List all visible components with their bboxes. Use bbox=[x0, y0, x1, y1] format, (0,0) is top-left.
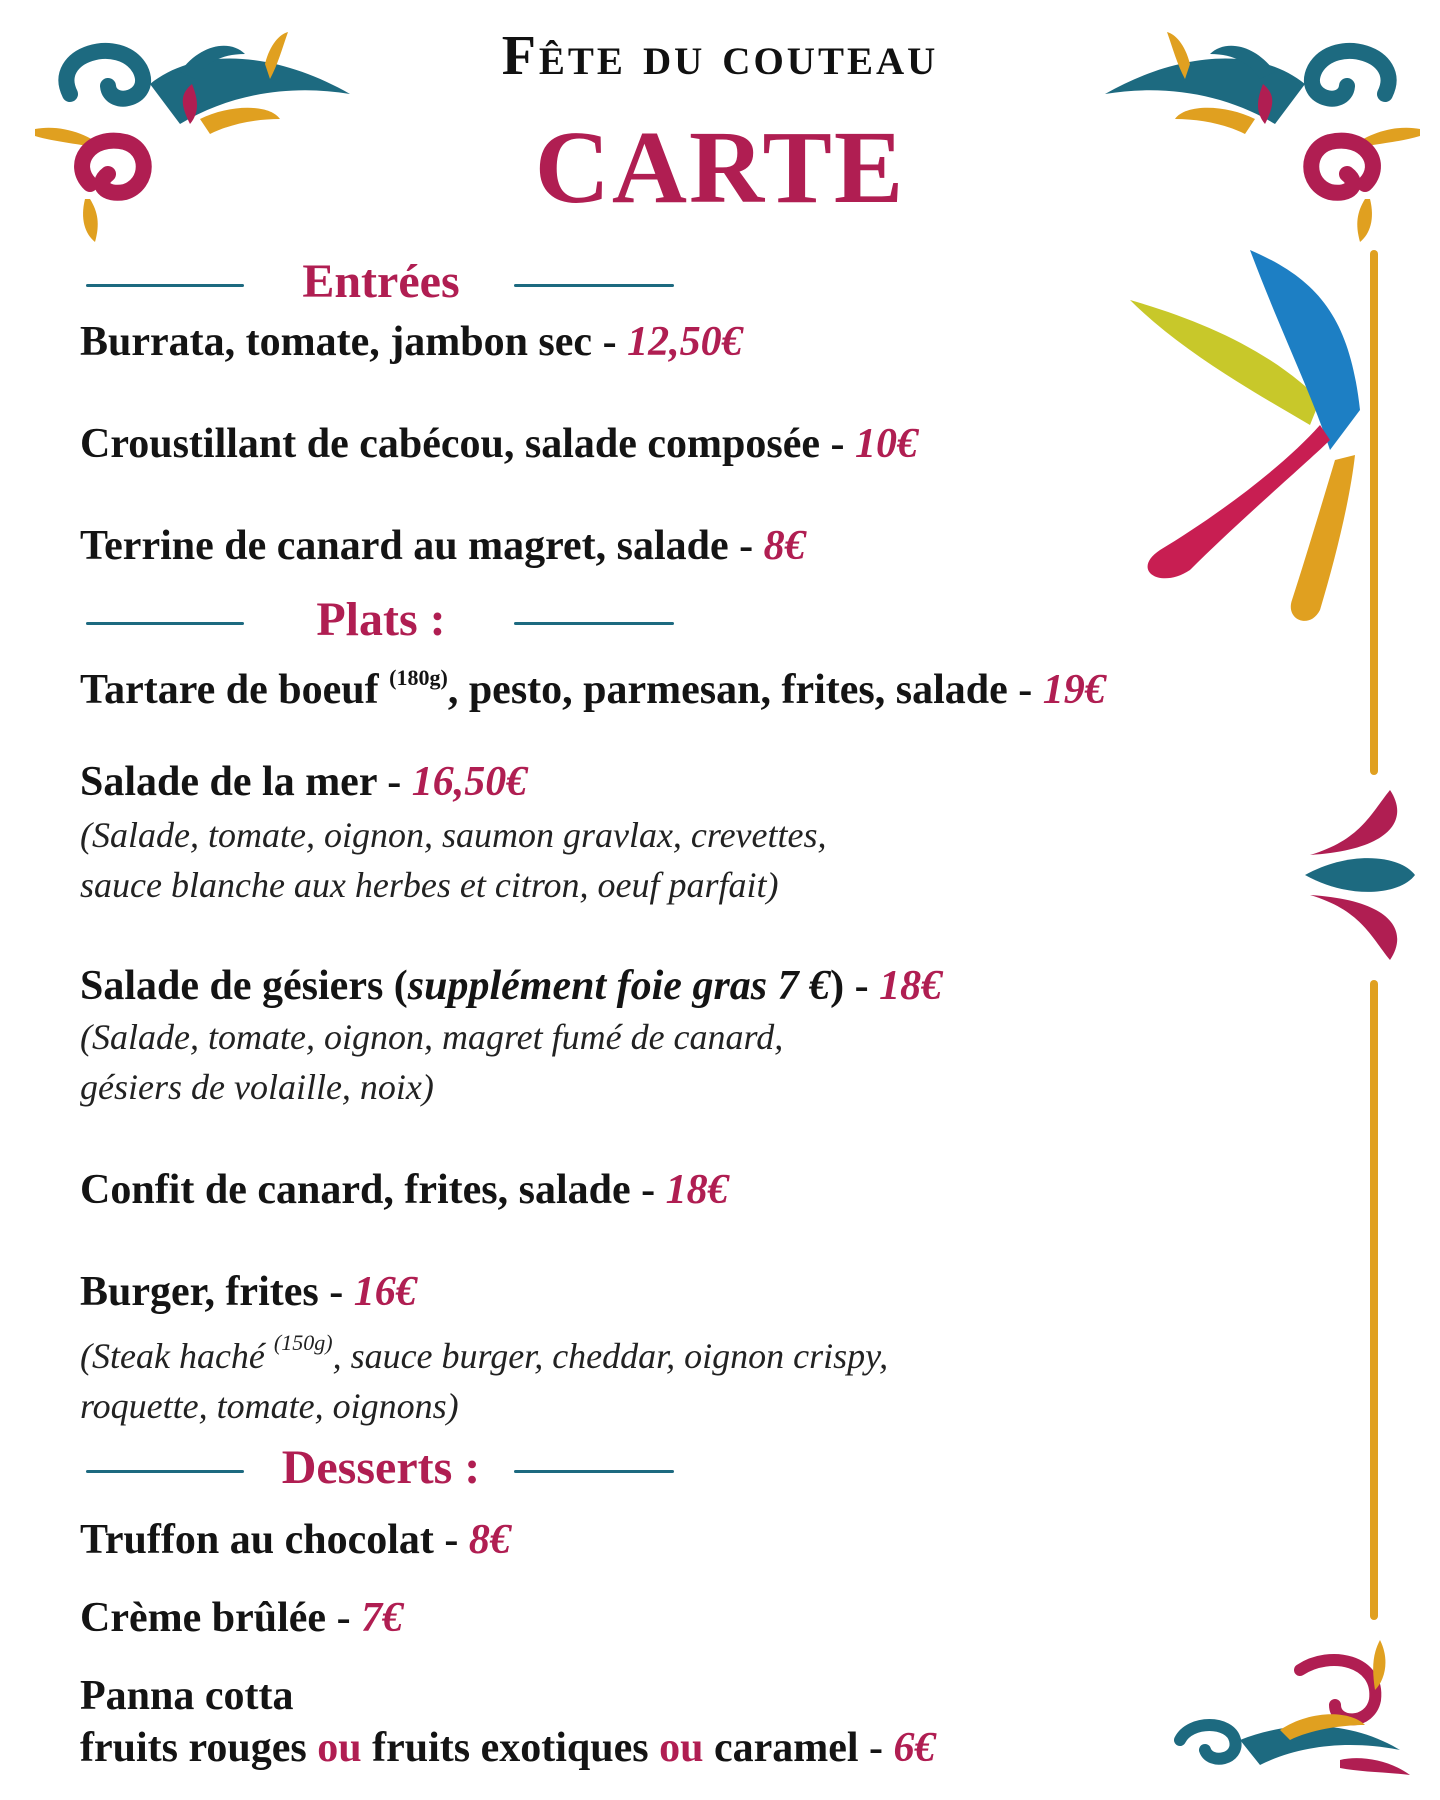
right-border-line-bottom bbox=[1370, 980, 1378, 1620]
menu-item bbox=[80, 1164, 1330, 1216]
menu-item bbox=[80, 418, 1330, 470]
description-text: (Steak haché bbox=[80, 1336, 265, 1376]
item-description bbox=[80, 1318, 1180, 1431]
supplement-note: supplément foie gras 7 € bbox=[407, 963, 831, 1009]
item-price: 10€ bbox=[855, 421, 919, 467]
item-name: Burger, frites bbox=[80, 1269, 319, 1315]
menu-item bbox=[80, 1266, 1330, 1318]
center-right-ornament bbox=[1300, 780, 1420, 970]
item-name: Crème brûlée bbox=[80, 1595, 327, 1641]
menu-item bbox=[80, 520, 1330, 572]
item-name-cont: ) bbox=[830, 963, 845, 1009]
section-header-entrees bbox=[86, 254, 676, 310]
option: fruits rouges bbox=[80, 1725, 307, 1771]
item-name: Panna cotta bbox=[80, 1673, 294, 1719]
description-line: sauce blanche aux herbes et citron, oeuf parfait) bbox=[80, 865, 779, 905]
item-description bbox=[80, 810, 1180, 910]
section-label: Plats : bbox=[316, 593, 446, 646]
item-name: Salade de gésiers ( bbox=[80, 963, 408, 1009]
option-or: ou bbox=[659, 1725, 704, 1771]
item-name: Burrata, tomate, jambon sec bbox=[80, 319, 593, 365]
item-price: 16,50€ bbox=[411, 759, 528, 805]
item-options bbox=[80, 1722, 1330, 1774]
item-price: 6€ bbox=[893, 1725, 936, 1771]
item-description bbox=[80, 1012, 1180, 1112]
item-price: 8€ bbox=[468, 1517, 511, 1563]
section-label: Desserts : bbox=[281, 1441, 481, 1494]
menu-subtitle: Fête du couteau bbox=[501, 25, 939, 87]
section-header-desserts bbox=[86, 1440, 676, 1496]
separator: - bbox=[858, 1725, 894, 1771]
separator: - bbox=[326, 1595, 362, 1641]
description-line: gésiers de volaille, noix) bbox=[80, 1067, 434, 1107]
separator: - bbox=[844, 963, 880, 1009]
menu-item bbox=[80, 1592, 1330, 1644]
item-name: Truffon au chocolat bbox=[80, 1517, 434, 1563]
weight-note: (180g) bbox=[389, 665, 448, 690]
description-text: , sauce burger, cheddar, oignon crispy, bbox=[332, 1336, 889, 1376]
menu-item bbox=[80, 756, 1330, 808]
menu-item bbox=[80, 652, 1330, 716]
weight-note: (150g) bbox=[273, 1330, 333, 1355]
description-line: (Salade, tomate, oignon, magret fumé de canard, bbox=[80, 1017, 784, 1057]
section-label: Entrées bbox=[302, 255, 460, 308]
item-price: 16€ bbox=[353, 1269, 417, 1315]
option: caramel bbox=[713, 1725, 859, 1771]
item-price: 7€ bbox=[361, 1595, 404, 1641]
separator: - bbox=[433, 1517, 469, 1563]
item-price: 18€ bbox=[665, 1167, 729, 1213]
item-name: Confit de canard, frites, salade bbox=[80, 1167, 631, 1213]
item-price: 12,50€ bbox=[627, 319, 743, 365]
item-name: Terrine de canard au magret, salade bbox=[80, 523, 729, 569]
separator: - bbox=[318, 1269, 354, 1315]
menu-item bbox=[80, 1670, 1330, 1774]
separator: - bbox=[630, 1167, 666, 1213]
menu-item bbox=[80, 960, 1330, 1012]
menu-item bbox=[80, 316, 1330, 368]
description-line bbox=[80, 1318, 1180, 1381]
separator: - bbox=[728, 523, 764, 569]
section-header-plats bbox=[86, 592, 676, 648]
option: fruits exotiques bbox=[372, 1725, 649, 1771]
separator: - bbox=[1007, 667, 1043, 713]
item-price: 19€ bbox=[1042, 667, 1106, 713]
menu-title: CARTE bbox=[534, 110, 906, 225]
item-name: Salade de la mer bbox=[80, 759, 377, 805]
item-price: 8€ bbox=[763, 523, 806, 569]
description-line: roquette, tomate, oignons) bbox=[80, 1386, 459, 1426]
option-or: ou bbox=[317, 1725, 362, 1771]
item-name-cont: , pesto, parmesan, frites, salade bbox=[447, 667, 1008, 713]
separator: - bbox=[376, 759, 412, 805]
item-name: Tartare de boeuf bbox=[80, 667, 379, 713]
description-line: (Salade, tomate, oignon, saumon gravlax, crevettes, bbox=[80, 815, 827, 855]
menu-item bbox=[80, 1514, 1330, 1566]
item-price: 18€ bbox=[879, 963, 943, 1009]
separator: - bbox=[820, 421, 856, 467]
separator: - bbox=[592, 319, 628, 365]
right-border-line-top bbox=[1370, 250, 1378, 775]
item-name: Croustillant de cabécou, salade composée bbox=[80, 421, 821, 467]
